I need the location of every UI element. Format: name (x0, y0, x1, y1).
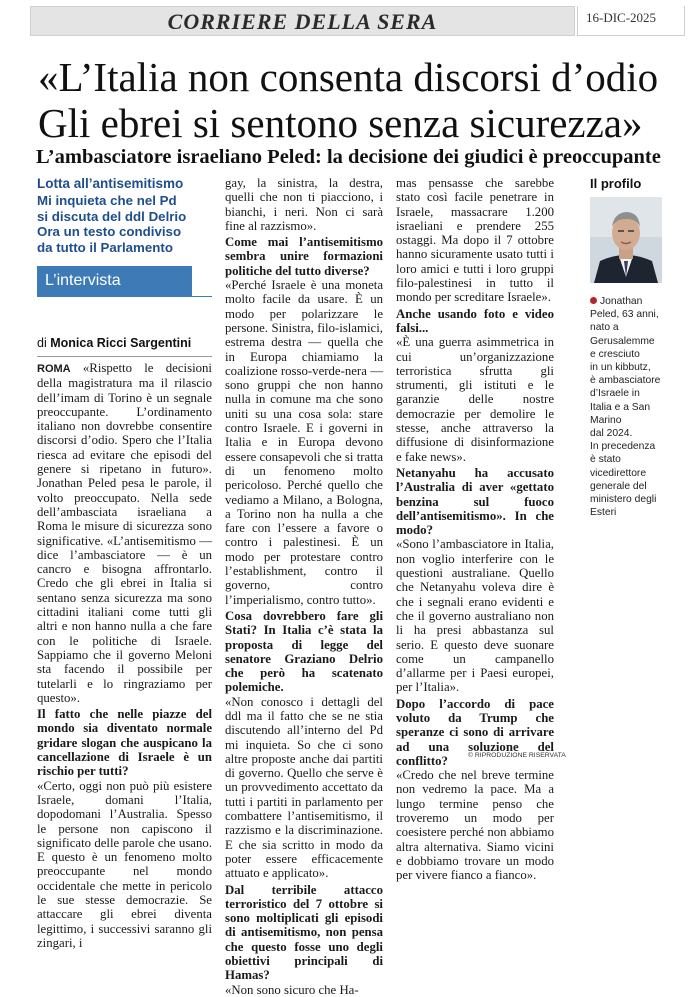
paragraph (37, 361, 212, 705)
paragraph: «Credo che nel breve termine non vedremo la pace. Ma a lungo termine penso che troveremo un modo per coesistere perché non abbiamo altra alternativa. Siamo vicini e dobbiamo trovare un modo per vivere fianco a fianco». (396, 768, 554, 883)
publication-date: 16-DIC-2025 (586, 10, 657, 25)
deck-line: Mi inquieta che nel Pd (37, 193, 177, 208)
profile-line: vicedirettore (590, 467, 647, 479)
bullet-icon (590, 297, 597, 304)
paragraph: «Non conosco i dettagli del ddl ma il fatto che se ne stia discutendo all’interno del Pd mi inquieta. So che ci sono altre proposte anche dai partiti di governo. Quello che serve è un provvedimento accettato da tutti i partiti in parlamento per combattere l’antisemitismo, il razzismo e la discriminazione. E che sia scritto in modo da poter essere efficacemente attuato e applicato». (225, 694, 383, 881)
profile-line: dal 2024. (590, 428, 633, 440)
question: Il fatto che nelle piazze del mondo sia diventato normale gridare slogan che auspicano la cancellazione di Israele è un rischio per tutti? (37, 707, 212, 779)
profile-bio (590, 295, 682, 519)
profile-line: è ambasciatore (590, 375, 661, 387)
article-column-2 (225, 176, 383, 997)
profile-line: Marino (590, 414, 622, 426)
profile-line: Italia e a San (590, 401, 651, 413)
divider (37, 296, 212, 297)
headline-line-2: Gli ebrei si sentono senza sicurezza» (38, 100, 643, 146)
profile-line: in un kibbutz, (590, 362, 651, 374)
profile-line: e cresciuto (590, 348, 640, 360)
question: Netanyahu ha accusato l’Australia di aver «gettato benzina sul fuoco dell’antisemitismo». In che modo? (396, 465, 554, 538)
copyright-notice: © RIPRODUZIONE RISERVATA (468, 752, 566, 759)
profile-line: Peled, 63 anni, (590, 309, 659, 321)
section-tag: L’intervista (37, 266, 192, 296)
date-box (577, 6, 685, 36)
question: Anche usando foto e video falsi... (396, 306, 554, 335)
paragraph: «È una guerra asimmetrica in cui un’organizzazione terroristica sfrutta gli strumenti, gli istituti e le garanzie delle nostre democrazie per demolire le stesse, anche attraverso la diffusione di disinformazione e fake news». (396, 335, 554, 464)
deck (37, 193, 212, 255)
profile-title: Il profilo (590, 176, 642, 191)
profile-line: Esteri (590, 507, 617, 519)
profile-line: Gerusalemme (590, 335, 655, 347)
profile-line: d’Israele in (590, 388, 640, 400)
profile-line: è stato (590, 454, 621, 466)
kicker: Lotta all’antisemitismo (37, 176, 184, 191)
deck-line: da tutto il Parlamento (37, 239, 173, 255)
profile-line: generale del (590, 480, 647, 492)
paragraph: «Perché Israele è una moneta molto facile da usare. È un modo per polarizzare le persone. Sinistra, filo-islamici, estrema destra — quella che in Europa chiamiamo la coalizione rosso-verde-nera — sono gruppi che non hanno nulla in comune ma che sono uniti su una cosa sola: stare contro Israele. E i governi in Italia e in Europa devono essere consapevoli che si tratta di un fenomeno molto pericoloso. Perché quello che vediamo a Milano, a Bologna, a Torino non ha nulla a che fare con l’essere a favore o contro i palestinesi. È un modo per protestare contro l’establishment, contro il governo, contro l’imperialismo, contro tutto». (225, 278, 383, 607)
article-column-3 (396, 176, 554, 883)
paragraph: «Non sono sicuro che Ha- (225, 982, 359, 997)
question: Dopo l’accordo di pace voluto da Trump che speranze ci sono di arrivare ad una soluzione del conflitto? (396, 696, 554, 768)
profile-line-text: Jonathan (600, 296, 643, 307)
portrait-photo (590, 197, 662, 283)
byline-author: Monica Ricci Sargentini (50, 336, 192, 350)
paragraph: «Certo, oggi non può più esistere Israele, domani l’Italia, dopodomani l’Australia. Spesso le persone non capiscono il significato delle parole che usano. E questo è un fenomeno molto preoccupante nel mondo occidentale che mette in pericolo le sue stesse democrazie. Se attaccare gli ebrei diventa legittimo, i successivi saranno gli zingari, i (37, 778, 212, 950)
paragraph: mas pensasse che sarebbe stato così facile penetrare in Israele, massacrare 1.200 israeliani e prendere 255 ostaggi. Ma dopo il 7 ottobre hanno sicuramente usato tutti i loro amici e tutti i loro gruppi filo-palestinesi in tutto il mondo per screditare Israele». (396, 176, 554, 305)
question: Come mai l’antisemitismo sembra unire formazioni politiche del tutto diverse? (225, 235, 383, 278)
headline-line-1: «L’Italia non consenta discorsi d’odio (38, 54, 659, 100)
profile-line: In precedenza (590, 441, 656, 453)
question: Cosa dovrebbero fare gli Stati? In Italia c’è stata la proposta di legge del senatore Graziano Delrio che però ha scatenato polemiche. (225, 608, 383, 695)
byline-prefix: di (37, 336, 47, 350)
profile-line (590, 295, 682, 308)
portrait-icon (590, 197, 662, 283)
dateline: ROMA (37, 363, 71, 375)
profile-line: ministero degli (590, 494, 657, 506)
subheadline: L’ambasciatore israeliano Peled: la decisione dei giudici è preoccupante (36, 146, 661, 168)
byline (37, 336, 191, 350)
masthead-title: CORRIERE DELLA SERA (167, 9, 438, 34)
deck-line: Ora un testo condiviso (37, 224, 182, 239)
article-column-1 (37, 361, 212, 950)
profile-line: nato a (590, 322, 619, 334)
question: Dal terribile attacco terroristico del 7 ottobre si sono moltiplicati gli episodi di antisemitismo, non pensa che questo fosse uno degli obiettivi principali di Hamas? (225, 882, 383, 983)
paragraph: «Sono l’ambasciatore in Italia, non voglio interferire con le questioni australiane. Quello che Netanyahu voleva dire è che i segnali erano evidenti e che il governo australiano non li ha presi abbastanza sul serio. E questo deve suonare come un campanello d’allarme per i Paesi europei, per l’Italia». (396, 537, 554, 695)
paragraph-text: «Rispetto le decisioni della magistratura ma il rilascio dell’imam di Torino è un segnale preoccupante. L’ordinamento italiano non dovrebbe consentire discorsi d’odio. Spero che l’Italia riesca ad evitare che episodi del genere si ripetano in futuro». Jonathan Peled pesa le parole, il volto preoccupato. Nella sede dell’ambasciata israeliana a Roma le misure di sicurezza sono significative. «L’antisemitismo — dice l’ambasciatore — è un cancro e bisogna affrontarlo. Credo che gli ebrei in Italia si sentano senza sicurezza ma sono cittadini italiani come tutti gli altri e non hanno nulla a che fare con le politiche di Israele. Sappiamo che il governo Meloni sta facendo il possibile per tutelarli e lo ringraziamo per questo». (37, 361, 212, 705)
masthead (30, 6, 575, 36)
paragraph: gay, la sinistra, la destra, quelli che non ti piacciono, i bianchi, i neri. Non ci sarà fine al razzismo». (225, 176, 383, 233)
divider (37, 356, 212, 357)
deck-line: si discuta del ddl Delrio (37, 208, 187, 224)
